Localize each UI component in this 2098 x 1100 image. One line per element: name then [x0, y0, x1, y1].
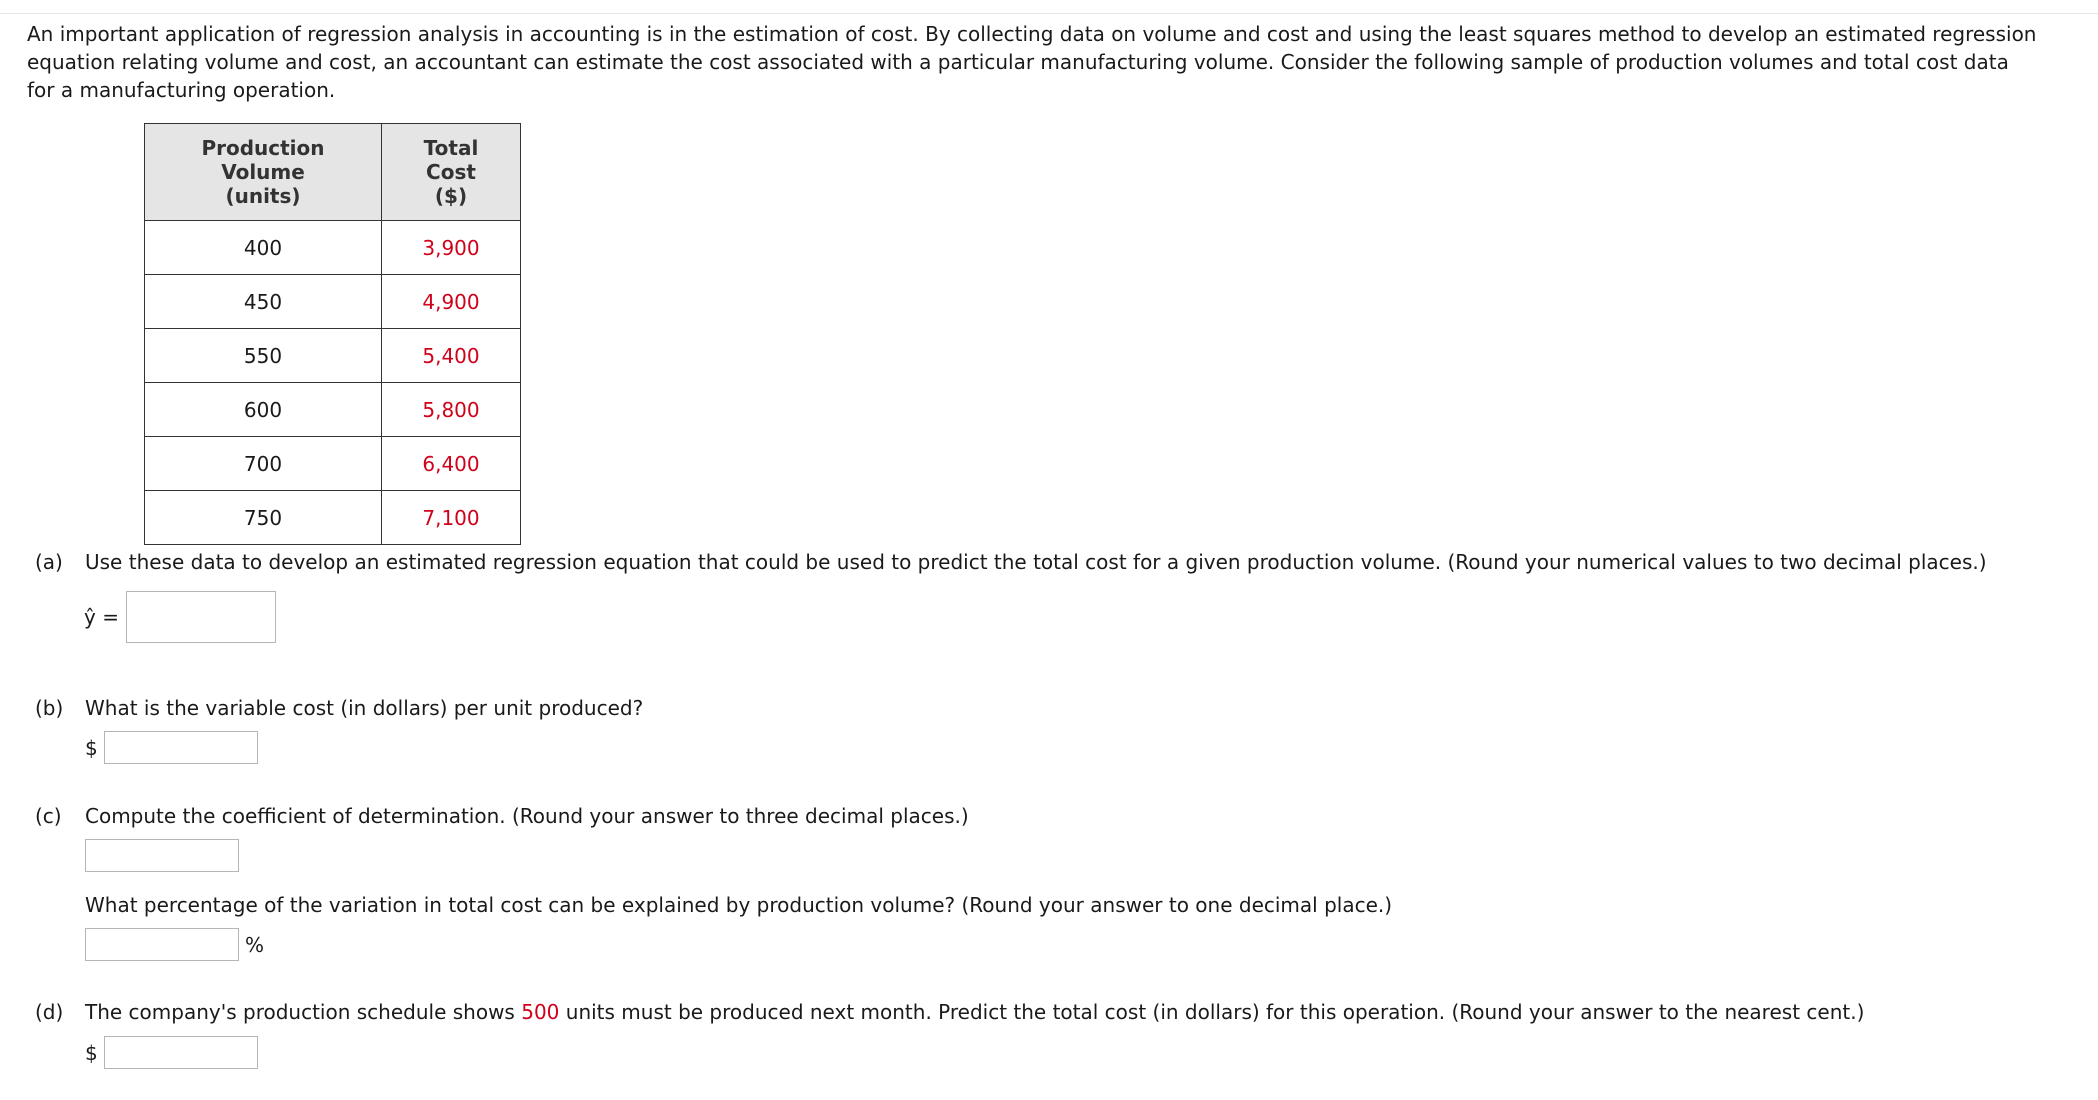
- coefficient-determination-field[interactable]: [86, 840, 238, 871]
- header-cost-line1: Total Cost: [423, 136, 479, 184]
- top-divider: [0, 13, 2098, 14]
- header-volume-line1: Production Volume: [201, 136, 325, 184]
- part-d-letter: (d): [35, 1000, 64, 1024]
- part-b-letter: (b): [35, 696, 64, 720]
- volume-cell: 550: [145, 329, 382, 383]
- regression-equation-input[interactable]: [126, 591, 276, 643]
- table-row: [145, 221, 521, 275]
- part-d-question: [85, 999, 2075, 1025]
- volume-cell: 750: [145, 491, 382, 545]
- cost-cell: 6,400: [382, 437, 521, 491]
- cost-cell: 7,100: [382, 491, 521, 545]
- data-table: [144, 123, 521, 545]
- total-cost-prediction-field[interactable]: [105, 1037, 257, 1068]
- header-production-volume: [145, 124, 382, 221]
- cost-cell: 4,900: [382, 275, 521, 329]
- dollar-sign: $: [85, 736, 98, 760]
- table-row: [145, 491, 521, 545]
- cost-cell: 5,800: [382, 383, 521, 437]
- part-a-letter: (a): [35, 550, 63, 574]
- part-c-percentage-question: What percentage of the variation in total cost can be explained by production volume? (Round your answer to one decimal place.): [85, 893, 1393, 917]
- table-row: [145, 329, 521, 383]
- table-row: [145, 383, 521, 437]
- header-total-cost: [382, 124, 521, 221]
- volume-cell: 450: [145, 275, 382, 329]
- part-d-text-after: units must be produced next month. Predict the total cost (in dollars) for this operation. (Round your answer to the nearest cent.): [559, 1000, 1865, 1024]
- part-a-question: Use these data to develop an estimated regression equation that could be used to predict the total cost for a given production volume. (Round your numerical values to two decimal places.): [85, 550, 1987, 574]
- variable-cost-input[interactable]: [104, 731, 258, 764]
- volume-cell: 600: [145, 383, 382, 437]
- table-row: [145, 275, 521, 329]
- part-c-letter: (c): [35, 804, 62, 828]
- total-cost-prediction-input[interactable]: [104, 1036, 258, 1069]
- volume-cell: 400: [145, 221, 382, 275]
- percent-sign: %: [245, 933, 265, 957]
- part-c-question: Compute the coefficient of determination. (Round your answer to three decimal places.): [85, 804, 969, 828]
- percentage-explained-input[interactable]: [85, 928, 239, 961]
- production-units-highlight: 500: [521, 1000, 560, 1024]
- variable-cost-field[interactable]: [105, 732, 257, 763]
- header-cost-line2: ($): [434, 184, 468, 208]
- table-row: [145, 437, 521, 491]
- part-b-question: What is the variable cost (in dollars) per unit produced?: [85, 696, 644, 720]
- y-hat-symbol: ŷ =: [84, 605, 119, 629]
- cost-cell: 5,400: [382, 329, 521, 383]
- regression-equation-field[interactable]: [127, 592, 275, 642]
- coefficient-determination-input[interactable]: [85, 839, 239, 872]
- dollar-sign: $: [85, 1041, 98, 1065]
- problem-intro: An important application of regression analysis in accounting is in the estimation of cost. By collecting data on volume and cost and using the least squares method to develop an estimated regression equation relating volume and cost, an accountant can estimate the cost associated with a particular manufacturing volume. Consider the following sample of production volumes and total cost data for a manufacturing operation.: [27, 22, 2037, 102]
- table-header-row: [145, 124, 521, 221]
- part-d-text-before: The company's production schedule shows: [85, 1000, 522, 1024]
- cost-cell: 3,900: [382, 221, 521, 275]
- header-volume-line2: (units): [225, 184, 301, 208]
- volume-cell: 700: [145, 437, 382, 491]
- percentage-explained-field[interactable]: [86, 929, 238, 960]
